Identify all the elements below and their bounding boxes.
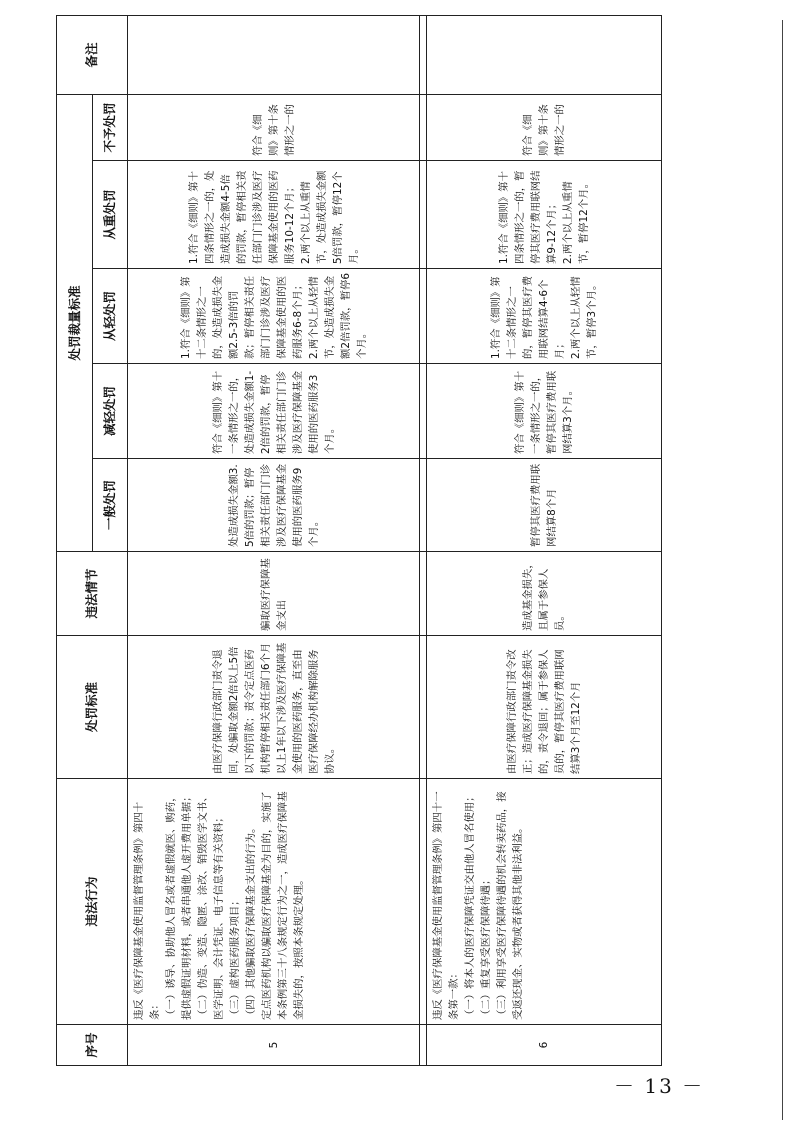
light-item: 1.符合《细则》第十二条情形之一的，处造成损失金额2.5-3倍的罚款；暂停相关责任部门门诊涉及医疗保障基金使用的医药服务6-8个月；	[179, 275, 304, 359]
header-lighter: 减轻处罚	[93, 364, 128, 459]
row-heavy	[427, 161, 662, 269]
header-heavy: 从重处罚	[93, 161, 128, 269]
header-none: 不予处罚	[93, 94, 128, 160]
row-light	[427, 269, 662, 364]
violation-line: （二）重复享受医疗保障待遇；	[480, 874, 492, 1020]
row-seq: 6	[427, 1025, 662, 1066]
row-standard: 由医疗保障行政部门责令退回，处骗取金额2倍以上5倍以下的罚款；责令定点医药机构暂停相关责任部门6个月以上1年以下涉及医疗保障基金使用的医药服务，直至由医疗保障经办机构解除服务协议。	[128, 636, 420, 779]
row-circumstance: 造成基金损失，且属于参保人员。	[427, 552, 662, 636]
rotated-page	[56, 42, 662, 1066]
header-violation: 违法行为	[57, 779, 128, 1025]
violation-line: （三）利用享受医疗保障待遇的机会转卖药品，接受返还现金、实物或者获得其他非法利益。	[496, 791, 524, 1020]
light-item: 1.符合《细则》第十二条情形之一的，暂停其医疗费用联网结算4-6个月；	[490, 275, 566, 359]
row-general: 处造成损失金额3.5倍的罚款；暂停相关责任部门门诊涉及医疗保障基金使用的医药服务9个月。	[128, 459, 420, 552]
row-standard: 由医疗保障行政部门责令改正；造成医疗保障基金损失的，责令退回；属于参保人员的，暂停其医疗费用联网结算3个月至12个月	[427, 636, 662, 779]
row-lighter: 符合《细则》第十一条情形之一的，暂停其医疗费用联网结算3个月。	[427, 364, 662, 459]
header-light: 从轻处罚	[93, 269, 128, 364]
violation-line: （四）其他骗取医疗保障基金支出的行为。	[245, 822, 257, 1020]
header-standard: 处罚标准	[57, 636, 128, 779]
heavy-item: 1.符合《细则》第十四条情形之一的，暂停其医疗费用联网结算9-12个月；	[498, 170, 558, 264]
header-general: 一般处罚	[93, 459, 128, 552]
header-remark: 备注	[57, 15, 128, 94]
row-none: 符合《细则》第十条情形之一的	[128, 94, 420, 160]
light-item: 2.两个以上从轻情节，暂停3个月。	[570, 276, 598, 359]
page-number: － 13 －	[614, 1074, 705, 1098]
row-violation	[427, 779, 662, 1025]
table-row	[128, 15, 420, 1065]
header-row	[57, 15, 93, 1065]
penalty-table	[56, 15, 662, 1066]
header-circumstance: 违法情节	[57, 552, 128, 636]
violation-line: 违反《医疗保障基金使用监督管理条例》第四十一条第一款：	[432, 791, 460, 1020]
header-seq: 序号	[57, 1025, 128, 1066]
violation-line: （一）将本人的医疗保障凭证交由他人冒名使用；	[464, 791, 476, 1020]
row-circumstance: 骗取医疗保障基金支出	[128, 552, 420, 636]
violation-line: 定点医药机构以骗取医疗保障基金为目的，实施了本条例第三十八条规定行为之一，造成医疗保障基金损失的，按照本条规定处理。	[261, 791, 305, 1020]
heavy-item: 2.两个以上从重情节，暂停12个月。	[562, 178, 590, 264]
row-remark	[427, 15, 662, 94]
row-heavy	[128, 161, 420, 269]
row-seq: 5	[128, 1025, 420, 1066]
header-quantity: 处罚裁量标准	[57, 94, 93, 551]
violation-line: （二）伪造、变造、隐匿、涂改、销毁医学文书、医学证明、会计凭证、电子信息等有关资料；	[197, 791, 225, 1020]
heavy-item: 2.两个以上从重情节，处造成损失金额5倍罚款，暂停12个月。	[299, 170, 360, 264]
row-gap	[420, 15, 427, 1065]
row-light	[128, 269, 420, 364]
row-violation	[128, 779, 420, 1025]
row-none: 符合《细则》第十条情形之一的	[427, 94, 662, 160]
violation-line: （三）虚构医药服务项目；	[229, 895, 241, 1020]
row-lighter: 符合《细则》第十一条情形之一的，处造成损失金额1-2倍的罚款，暂停相关责任部门门诊涉及医疗保障基金使用的医药服务3个月。	[128, 364, 420, 459]
violation-line: 违反《医疗保障基金使用监督管理条例》第四十条：	[133, 801, 161, 1020]
heavy-item: 1.符合《细则》第十四条情形之一的，处造成损失金额4-5倍的罚款，暂停相关责任部门门诊涉及医疗保障基金使用的医药服务10-12个月；	[187, 170, 296, 264]
table-row	[427, 15, 662, 1065]
light-item: 2.两个以上从轻情节，处造成损失金额2倍罚款，暂停6个月。	[307, 273, 368, 359]
row-remark	[128, 15, 420, 94]
row-general: 暂停其医疗费用联网结算8个月	[427, 459, 662, 552]
page-edge-line	[782, 20, 783, 1120]
violation-line: （一）诱导、协助他人冒名或者虚假就医、购药，提供虚假证明材料，或者串通他人虚开费用单据；	[165, 791, 193, 1020]
